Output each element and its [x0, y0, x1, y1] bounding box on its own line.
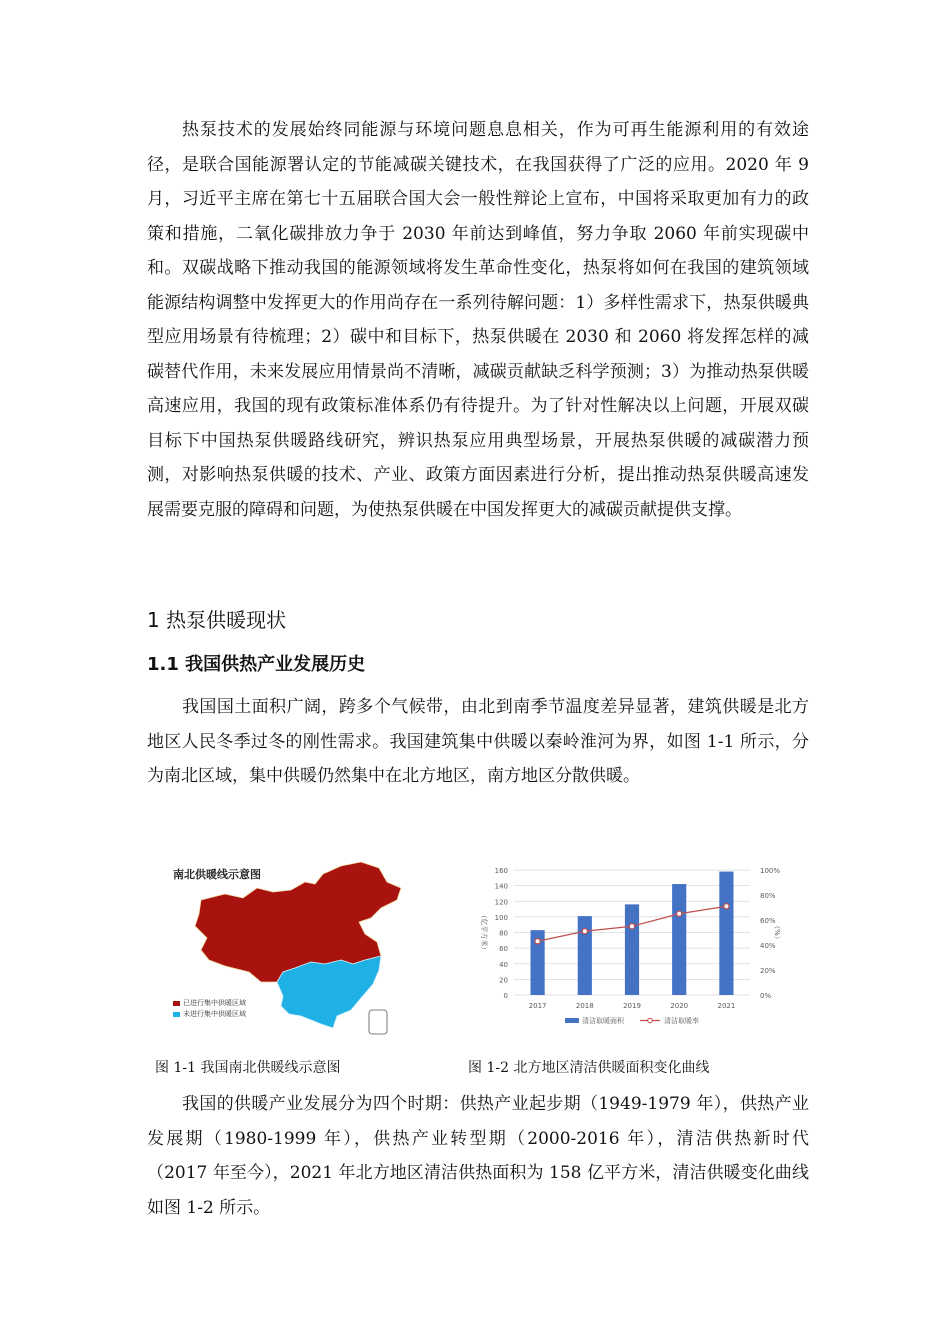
y-tick-label: 0	[503, 992, 508, 1000]
y2-tick-label: 100%	[760, 867, 781, 875]
legend-unheated-label: 未进行集中供暖区域	[183, 1010, 246, 1018]
rate-point-2017	[535, 939, 540, 944]
y2-tick-label: 0%	[760, 992, 772, 1000]
y-tick-label: 140	[494, 882, 508, 891]
y2-tick-label: 80%	[760, 892, 776, 900]
rate-point-2018	[582, 929, 587, 934]
legend-swatch-heated	[173, 1001, 180, 1006]
map-title: 南北供暖线示意图	[173, 868, 261, 881]
x-tick-label: 2020	[670, 1002, 689, 1010]
legend-heated-label: 已进行集中供暖区域	[183, 999, 246, 1007]
y-tick-label: 100	[494, 913, 508, 922]
y-tick-label: 160	[494, 867, 508, 875]
chart-svg	[470, 858, 780, 1033]
south-sea-inset	[369, 1010, 387, 1034]
y-tick-label: 20	[499, 976, 508, 985]
x-tick-label: 2021	[717, 1002, 736, 1010]
y2-tick-label: 20%	[760, 967, 776, 975]
legend-line-marker	[648, 1018, 653, 1023]
figure-1-1-caption: 图 1-1 我国南北供暖线示意图	[155, 1060, 341, 1076]
y2-axis-label: （%）	[773, 922, 781, 943]
x-tick-label: 2018	[575, 1002, 594, 1010]
y-tick-label: 80	[499, 929, 508, 938]
legend-swatch-unheated	[173, 1012, 180, 1017]
y-tick-label: 60	[499, 945, 508, 954]
rate-point-2021	[724, 904, 729, 909]
rate-point-2019	[629, 924, 634, 929]
heating-history-paragraph: 我国的供暖产业发展分为四个时期：供热产业起步期（1949-1979 年），供热产业发展期（1980-1999 年），供热产业转型期（2000-2016 年），清洁供热新时代（2017 年至今），2021 年北方地区清洁供热面积为 158 亿平方米，清洁供暖变化曲线如图 1-2 所示。	[147, 1094, 809, 1218]
clean-heating-chart	[470, 858, 780, 1033]
x-tick-label: 2017	[528, 1002, 547, 1010]
figure-1-2-caption: 图 1-2 北方地区清洁供暖面积变化曲线	[468, 1060, 710, 1076]
subsection-heading: 1.1 我国供热产业发展历史	[147, 654, 366, 675]
x-tick-label: 2019	[623, 1002, 641, 1010]
y-tick-label: 120	[494, 898, 508, 907]
bar-2018	[578, 916, 592, 995]
y-tick-label: 40	[499, 960, 508, 969]
heating-boundary-paragraph: 我国国土面积广阔，跨多个气候带，由北到南季节温度差异显著，建筑供暖是北方地区人民冬季过冬的刚性需求。我国建筑集中供暖以秦岭淮河为界，如图 1-1 所示，分为南北区域，集中供暖仍然集中在北方地区，南方地区分散供暖。	[147, 697, 809, 786]
y2-tick-label: 40%	[760, 942, 776, 950]
legend-bar-label: 清洁取暖面积	[582, 1017, 624, 1025]
y2-tick-label: 60%	[760, 917, 776, 925]
legend-line-label: 清洁取暖率	[664, 1017, 699, 1025]
bar-2021	[719, 872, 733, 995]
y-axis-label: （亿平方米）	[480, 911, 488, 954]
rate-point-2020	[677, 911, 682, 916]
bar-2019	[625, 904, 639, 995]
legend-bar-swatch	[565, 1018, 579, 1023]
bar-2020	[672, 884, 686, 995]
section-heading: 1 热泵供暖现状	[147, 608, 287, 632]
legend-unheated	[173, 1009, 246, 1019]
intro-paragraph: 热泵技术的发展始终同能源与环境问题息息相关，作为可再生能源利用的有效途径，是联合国能源署认定的节能减碳关键技术，在我国获得了广泛的应用。2020 年 9 月，习近平主席在第七十五届联合国大会一般性辩论上宣布，中国将采取更加有力的政策和措施，二氧化碳排放力争于 2030 年前达到峰值，努力争取 2060 年前实现碳中和。双碳战略下推动我国的能源领域将发生革命性变化，热泵将如何在我国的建筑领域能源结构调整中发挥更大的作用尚存在一系列待解问题：1）多样性需求下，热泵供暖典型应用场景有待梳理；2）碳中和目标下，热泵供暖在 2030 和 2060 将发挥怎样的减碳替代作用，未来发展应用情景尚不清晰，减碳贡献缺乏科学预测；3）为推动热泵供暖高速应用，我国的现有政策标准体系仍有待提升。为了针对性解决以上问题，开展双碳目标下中国热泵供暖路线研究，辨识热泵应用典型场景，开展热泵供暖的减碳潜力预测，对影响热泵供暖的技术、产业、政策方面因素进行分析，提出推动热泵供暖高速发展需要克服的障碍和问题，为使热泵供暖在中国发挥更大的减碳贡献提供支撑。	[147, 120, 809, 520]
heating-line-map	[165, 860, 415, 1040]
legend-heated	[173, 998, 246, 1008]
